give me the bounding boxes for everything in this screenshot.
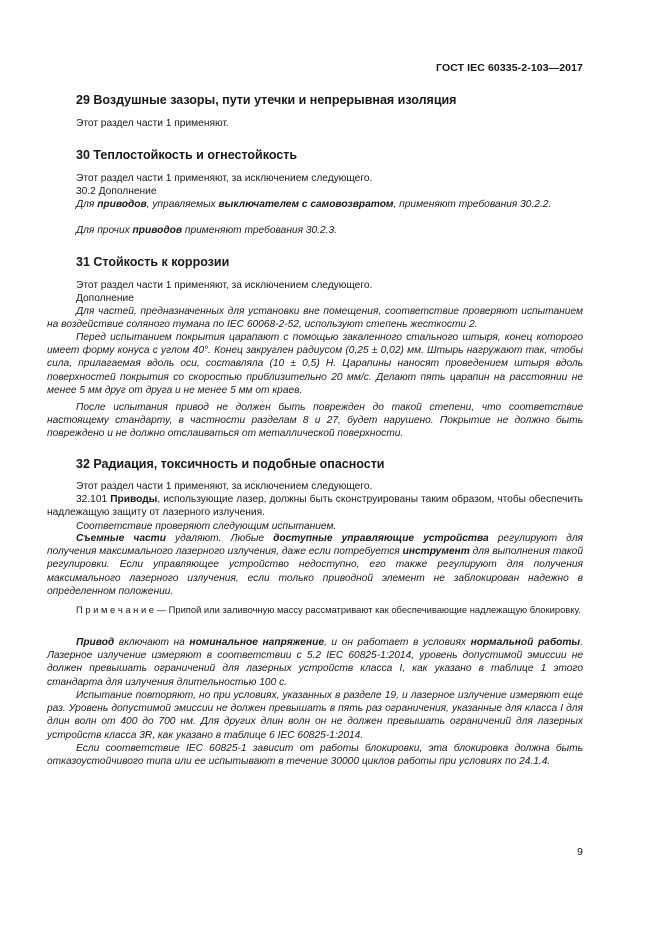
section-32-title: 32 Радиация, токсичность и подобные опасности [76, 457, 385, 471]
section-31-text-2: Для частей, предназначенных для установки вне помещения, соответствие проверяют испытанием на воздействие соляного тумана по IEC 60068-2-52, используют степень жесткости 2. [47, 306, 583, 331]
section-31-text-1: Этот раздел части 1 применяют, за исключением следующего. [76, 280, 373, 291]
section-31-text-4: После испытания привод не должен быть поврежден до такой степени, что соответствие настоящему стандарту, в частности разделам 8 и 27, будет нарушено. Покрытие не должно быть повреждено и не должно отслаиваться от металлической поверхности. [47, 402, 583, 440]
section-32-note: П р и м е ч а н и е — Припой или заливочную массу рассматривают как обеспечивающие надлежащую блокировку. [76, 604, 581, 615]
document-code: ГОСТ IEC 60335-2-103—2017 [436, 62, 583, 74]
section-32-measurement: Привод включают на номинальное напряжение, и он работает в условиях нормальной работы. Лазерное излучение измеряют в соответствии с 5.2 IEC 60825-1:2014, уровень допустимой эмиссии не должен превышать ограничений для лазерных устройств класса I, как указано в таблице 1 этого стандарта для излучения длительностью 100 с. [47, 637, 583, 688]
section-31-title: 31 Стойкость к коррозии [76, 255, 230, 269]
section-32-compliance: Соответствие проверяют следующим испытанием. [76, 521, 337, 532]
section-30-subclause: 30.2 Дополнение [76, 186, 157, 197]
section-31-text-3: Перед испытанием покрытия царапают с помощью закаленного стального штыря, конец которого имеет форму конуса с углом 40°. Конец закруглен радиусом (0,25 ± 0,02) мм. Штырь нагружают так, чтобы сила, прилагаемая вдоль оси, составляла (10 ± 0,5) Н. Царапины наносят проведением штыря вдоль поверхностей покрытия со скоростью приблизительно 20 мм/с. Делают пять царапин на расстоянии не менее 5 мм друг от друга и не менее 5 мм от краев. [47, 332, 583, 396]
page-number: 9 [577, 846, 583, 858]
section-30-text-2: Для приводов, управляемых выключателем с самовозвратом, применяют требования 30.2.2. [76, 199, 552, 210]
section-32-clause-101: 32.101 Приводы, использующие лазер, должны быть сконструированы таким образом, чтобы обеспечить надлежащую защиту от лазерного излучения. [47, 494, 583, 519]
section-30-text-3: Для прочих приводов применяют требования 30.2.3. [76, 225, 338, 236]
section-31-addition: Дополнение [76, 293, 134, 304]
section-32-interlock: Если соответствие IEC 60825-1 зависит от работы блокировки, эта блокировка должна быть отказоустойчивого типа или ее испытывают в течение 30000 циклов работы при условиях по 24.1.4. [47, 743, 583, 768]
section-30-title: 30 Теплостойкость и огнестойкость [76, 148, 298, 162]
section-32-text-1: Этот раздел части 1 применяют, за исключением следующего. [76, 481, 373, 492]
section-32-repeat-test: Испытание повторяют, но при условиях, указанных в разделе 19, и лазерное излучение измеряют еще раз. Уровень допустимой эмиссии не должен превышать в пять раз ограничения, указанные для класса I для длин волн от 400 до 700 нм. Для других длин волн он не должен превышать ограничений для лазерных устройств класса 3R, как указано в таблице 6 IEC 60825-1:2014. [47, 690, 583, 741]
section-29-text: Этот раздел части 1 применяют. [76, 118, 229, 129]
section-32-test-procedure: Съемные части удаляют. Любые доступные управляющие устройства регулируют для получения максимального лазерного излучения, даже если потребуется инструмент для выполнения такой регулировки. Если управляющее устройство недоступно, его также регулируют для получения максимального лазерного излучения, если только приводной элемент не заблокирован надежно в определенном положении. [47, 533, 583, 597]
section-30-text-1: Этот раздел части 1 применяют, за исключением следующего. [76, 173, 373, 184]
section-29-title: 29 Воздушные зазоры, пути утечки и непрерывная изоляция [76, 93, 457, 107]
